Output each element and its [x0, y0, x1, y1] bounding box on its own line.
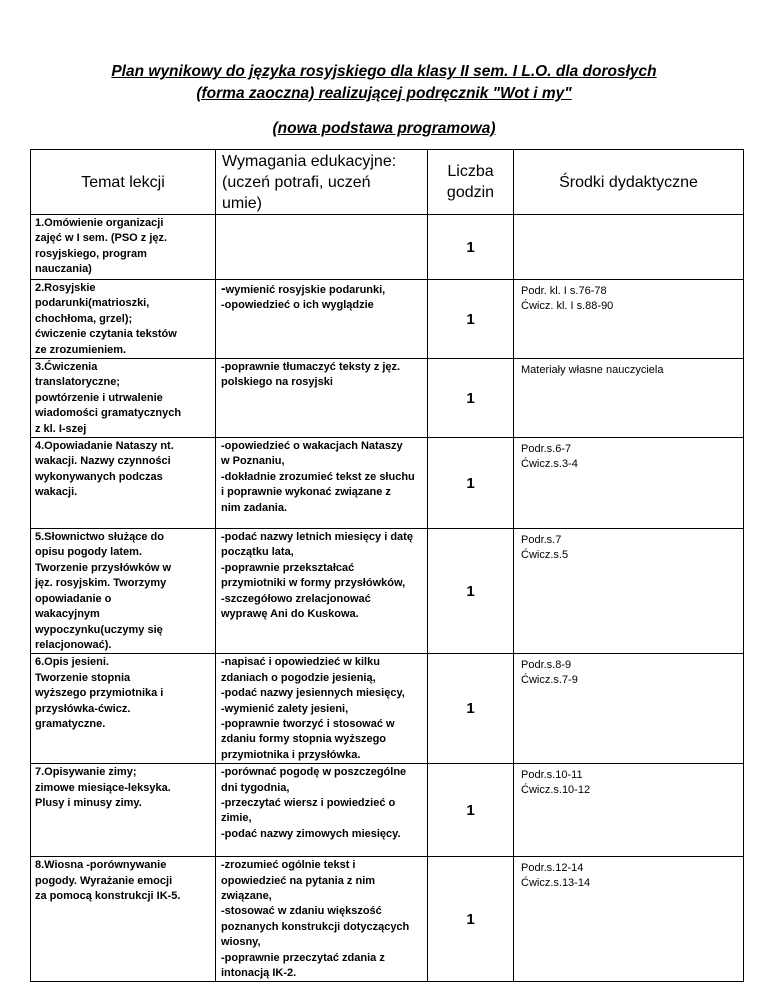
topic-cell [31, 215, 216, 280]
aids-cell [514, 215, 744, 280]
hours-cell: 1 [428, 438, 514, 529]
topic-cell-line: gramatyczne. [35, 717, 106, 730]
topic-cell-line: 5.Słownictwo służące do [35, 531, 164, 544]
requirements-cell-line: -dokładnie zrozumieć tekst ze słuchu [221, 470, 415, 483]
topic-cell-line: za pomocą konstrukcji IK-5. [35, 889, 181, 902]
requirements-cell-line: -poprawnie tłumaczyć teksty z jęz. [221, 361, 401, 374]
topic-cell-line: 6.Opis jesieni. [35, 656, 109, 669]
topic-cell-line: 7.Opisywanie zimy; [35, 766, 137, 779]
requirements-cell-line: zdaniach o pogodzie jesienią, [221, 671, 376, 684]
requirements-cell [216, 857, 428, 982]
aids-cell-line: Podr.s.8-9 [521, 659, 572, 672]
requirements-cell-line: -zrozumieć ogólnie tekst i [221, 859, 356, 872]
requirements-cell-line: nim zadania. [221, 501, 288, 514]
hours-cell: 1 [428, 215, 514, 280]
lesson-plan-table [30, 149, 744, 982]
topic-cell [31, 857, 216, 982]
topic-cell-line: zajęć w I sem. (PSO z jęz. [35, 232, 168, 245]
table-row [31, 438, 744, 529]
aids-cell [514, 529, 744, 654]
requirements-cell-line: związane, [221, 889, 272, 902]
requirements-cell-line: -podać nazwy jesiennych miesięcy, [221, 687, 405, 700]
table-row [31, 857, 744, 982]
table-row [31, 654, 744, 764]
topic-cell-line: podarunki(matrioszki, [35, 297, 150, 310]
requirements-cell-line: polskiego na rosyjski [221, 376, 333, 389]
topic-cell-line: wyższego przymiotnika i [35, 687, 164, 700]
aids-cell [514, 857, 744, 982]
requirements-cell-line: -podać nazwy zimowych miesięcy. [221, 827, 401, 840]
requirements-cell-line: -porównać pogodę w poszczególne [221, 766, 407, 779]
topic-cell-line: opisu pogody latem. [35, 546, 142, 559]
requirements-cell-line: intonacją IK-2. [221, 967, 297, 979]
requirements-cell [216, 215, 428, 280]
topic-cell-line: 1.Omówienie organizacji [35, 217, 164, 229]
topic-cell-line: 3.Ćwiczenia [35, 361, 98, 374]
topic-cell-line: Tworzenie przysłówków w [35, 561, 172, 574]
topic-cell [31, 654, 216, 764]
topic-cell-line: wykonywanych podczas [35, 470, 163, 483]
table-row [31, 280, 744, 359]
requirements-cell-line: -szczegółowo zrelacjonować [221, 592, 371, 605]
topic-cell [31, 359, 216, 438]
requirements-cell-line: i poprawnie wykonać związane z [221, 486, 391, 499]
topic-cell [31, 280, 216, 359]
topic-cell-line: 2.Rosyjskie [35, 282, 96, 294]
aids-cell [514, 654, 744, 764]
aids-cell-line: Podr. kl. I s.76-78 [521, 285, 607, 297]
topic-cell-line: jęz. rosyjskim. Tworzymy [35, 577, 167, 590]
topic-cell-line: wakacyjnym [35, 608, 100, 621]
topic-cell-line: zimowe miesiące-leksyka. [35, 781, 171, 794]
topic-cell-line: 8.Wiosna -porównywanie [35, 859, 167, 872]
requirements-cell-line: -opowiedzieć o ich wyglądzie [221, 299, 374, 312]
requirements-cell-line: dni tygodnia, [221, 781, 290, 794]
header-aids: Środki dydaktyczne [514, 150, 744, 215]
topic-cell-line: wiadomości gramatycznych [35, 407, 182, 420]
requirements-cell-line: -stosować w zdaniu większość [221, 905, 382, 918]
topic-cell-line: z kl. I-szej [35, 422, 87, 435]
aids-cell-line: Podr.s.6-7 [521, 443, 572, 456]
requirements-cell-line: początku lata, [221, 546, 294, 559]
topic-cell-line: wakacji. Nazwy czynności [35, 455, 171, 468]
aids-cell [514, 764, 744, 857]
document-subtitle: (nowa podstawa programowa) [272, 120, 496, 137]
topic-cell-line: relacjonować). [35, 638, 112, 651]
requirements-cell-line: -podać nazwy letnich miesięcy i datę [221, 531, 413, 544]
requirements-cell-line: -poprawnie tworzyć i stosować w [221, 717, 395, 730]
aids-cell-line: Materiały własne nauczyciela [521, 364, 664, 377]
topic-cell [31, 764, 216, 857]
aids-cell-line: Ćwicz.s.5 [521, 549, 569, 562]
topic-cell-line: wypoczynku(uczymy się [35, 623, 163, 636]
topic-cell-line: 4.Opowiadanie Nataszy nt. [35, 440, 174, 453]
aids-cell-line: Ćwicz.s.7-9 [521, 674, 578, 687]
topic-cell [31, 438, 216, 529]
requirements-cell [216, 764, 428, 857]
hours-cell: 1 [428, 857, 514, 982]
table-row [31, 359, 744, 438]
topic-cell [31, 529, 216, 654]
requirements-cell-line: przymiotnika i przysłówka. [221, 748, 361, 761]
requirements-cell-line: -opowiedzieć o wakacjach Nataszy [221, 440, 403, 453]
hours-cell: 1 [428, 529, 514, 654]
aids-cell-line: Ćwicz.s.10-12 [521, 784, 591, 797]
requirements-cell-line: -przeczytać wiersz i powiedzieć o [221, 796, 396, 809]
requirements-cell-line: zimie, [221, 812, 252, 825]
requirements-cell-line: wiosny, [221, 936, 261, 949]
table-row [31, 215, 744, 280]
topic-cell-line: ćwiczenie czytania tekstów [35, 328, 177, 341]
topic-cell-line: rosyjskiego, program [35, 247, 147, 260]
document-title-line1: Plan wynikowy do języka rosyjskiego dla klasy II sem. I L.O. dla dorosłych [111, 63, 657, 80]
hours-cell: 1 [428, 280, 514, 359]
header-hours: Liczba godzin [428, 150, 514, 215]
requirements-cell [216, 529, 428, 654]
hours-cell: 1 [428, 764, 514, 857]
topic-cell-line: opowiadanie o [35, 592, 112, 605]
topic-cell-line: wakacji. [35, 486, 78, 499]
requirements-cell-line: zdaniu formy stopnia wyższego [221, 733, 387, 746]
requirements-cell [216, 280, 428, 359]
aids-cell [514, 359, 744, 438]
requirements-cell-line: przymiotniki w formy przysłówków, [221, 577, 406, 590]
topic-cell-line: Plusy i minusy zimy. [35, 796, 142, 809]
aids-cell-line: Podr.s.12-14 [521, 862, 584, 875]
requirements-cell-line: poznanych konstrukcji dotyczących [221, 920, 410, 933]
requirements-cell-line: -wymienić rosyjskie podarunki, [221, 280, 386, 296]
topic-cell-line: powtórzenie i utrwalenie [35, 391, 163, 404]
requirements-cell [216, 654, 428, 764]
topic-cell-line: przysłówka-ćwicz. [35, 702, 131, 715]
document-title-line2: (forma zaoczna) realizującej podręcznik "Wot i my" [196, 85, 572, 102]
aids-cell-line: Ćwicz.s.13-14 [521, 877, 591, 890]
table-row [31, 529, 744, 654]
aids-cell-line: Podr.s.7 [521, 534, 562, 547]
header-requirements: Wymagania edukacyjne: (uczeń potrafi, uczeń umie) [216, 150, 428, 215]
requirements-cell-line: -wymienić zalety jesieni, [221, 702, 349, 715]
aids-cell-line: Ćwicz. kl. I s.88-90 [521, 300, 614, 312]
table-header-row [31, 150, 744, 215]
requirements-cell-line: opowiedzieć na pytania z nim [221, 874, 376, 887]
aids-cell-line: Podr.s.10-11 [521, 769, 583, 782]
requirements-cell-line: -poprawnie przekształcać [221, 561, 355, 574]
header-topic: Temat lekcji [31, 150, 216, 215]
topic-cell-line: chochłoma, grzel); [35, 312, 133, 325]
topic-cell-line: pogody. Wyrażanie emocji [35, 874, 173, 887]
table-row [31, 764, 744, 857]
requirements-cell-line: -napisać i opowiedzieć w kilku [221, 656, 380, 669]
topic-cell-line: nauczania) [35, 263, 92, 276]
topic-cell-line: translatoryczne; [35, 376, 120, 389]
aids-cell [514, 280, 744, 359]
hours-cell: 1 [428, 359, 514, 438]
topic-cell-line: ze zrozumieniem. [35, 343, 127, 356]
aids-cell-line: Ćwicz.s.3-4 [521, 458, 578, 471]
requirements-cell-line: w Poznaniu, [221, 455, 285, 468]
topic-cell-line: Tworzenie stopnia [35, 671, 131, 684]
requirements-cell [216, 359, 428, 438]
aids-cell [514, 438, 744, 529]
requirements-cell-line: wyprawę Ani do Kuskowa. [221, 608, 359, 621]
requirements-cell [216, 438, 428, 529]
hours-cell: 1 [428, 654, 514, 764]
requirements-cell-line: -poprawnie przeczytać zdania z [221, 951, 385, 964]
